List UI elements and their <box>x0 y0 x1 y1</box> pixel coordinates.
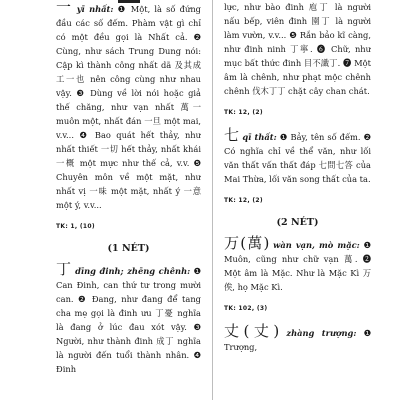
headword-char: 万(萬) <box>224 234 270 252</box>
headword-reading: yī nhất: <box>76 4 114 14</box>
entry-reference: TK: 1, (10) <box>56 223 95 230</box>
entry-zhang <box>224 324 371 354</box>
headword-reading: qī thất: <box>242 132 277 142</box>
entry-yi <box>56 0 201 212</box>
entry-definition: ❶ Một, là số đứng đầu các số đếm. Phàm vật gì chỉ có một đều gọi là Nhất cả. ❷ Cùng, như sách Trung Dung nói: Cập kì thành công nhất dã 及其成工一也 nên công cùng như nhau vậy. ❸ Dùng về lời nói hoặc giả thế chăng, như vạn nhất 萬一 muôn một, nhất đán 一旦 một mai, v.v... ❹ Bao quát hết thảy, như nhất thiết 一切 hết thảy, nhất khái 一概 một mực như thế cả, v.v. ❺ Chuyên môn về một mặt, như nhất vị 一味 một mặt, nhất ý 一意 một ý, v.v... <box>56 4 201 210</box>
entry-definition: ❶ Trượng, <box>224 328 371 352</box>
headword-char: 丁 <box>56 260 72 278</box>
entry-definition: ❶ Muôn, cũng như chữ vạn 萬. ❷ Một âm là Mặc. Như là Mặc Kì 万俟, họ Mặc Kì. <box>224 240 371 292</box>
left-column <box>56 0 201 400</box>
column-divider <box>212 0 213 400</box>
entry-reference: TK: 102, (3) <box>224 305 268 312</box>
headword-reading: dīng đinh; zhēng chênh: <box>75 266 191 276</box>
entry-qi <box>224 128 371 186</box>
entry-reference: TK: 12, (2) <box>224 109 263 116</box>
entry-wan <box>224 236 371 294</box>
headword-reading: zhàng trượng: <box>286 328 357 338</box>
headword-char: 七 <box>224 126 240 144</box>
entry-definition: lực, như bào đinh 庖丁 là người nấu bếp, viên đinh 園丁 là người làm vườn, v.v... ❺ Rắn bảo kĩ càng, như đinh ninh 丁寧. ❻ Chữ, như mục bất thức đinh 目不識丁. ❼ Một âm là chênh, như phạt mộc chênh chênh 伐木丁丁 chặt cây chan chát. <box>224 2 371 96</box>
entry-reference: TK: 12, (2) <box>224 197 263 204</box>
headword-reading: wàn vạn, mò mặc: <box>273 240 360 250</box>
stroke-section-heading: (1 NÉT) <box>107 243 150 254</box>
entry-ding <box>56 262 201 376</box>
entry-ding-continued <box>224 0 371 98</box>
entry-definition: ❶ Bảy, tên số đếm. ❷ Có nghĩa chỉ về thể văn, như lối văn thất vấn thất đáp 七問七答 của Mai Thừa, lối văn song thất của ta. <box>224 132 371 184</box>
headword-char: 一 <box>56 0 73 16</box>
headword-char: 丈(丈) <box>224 322 280 340</box>
stroke-section-heading: (2 NÉT) <box>276 217 319 228</box>
right-column <box>224 0 371 400</box>
entry-definition: ❶ Can Đinh, can thứ tư trong mười can. ❷ Đang, như đang để tang cha mẹ gọi là đinh ưu 丁憂 nghĩa là đang ở lúc đau xót vậy. ❸ Người, như thành đinh 成丁 nghĩa là người đến tuổi thành nhân. ❹ Đinh <box>56 266 201 374</box>
